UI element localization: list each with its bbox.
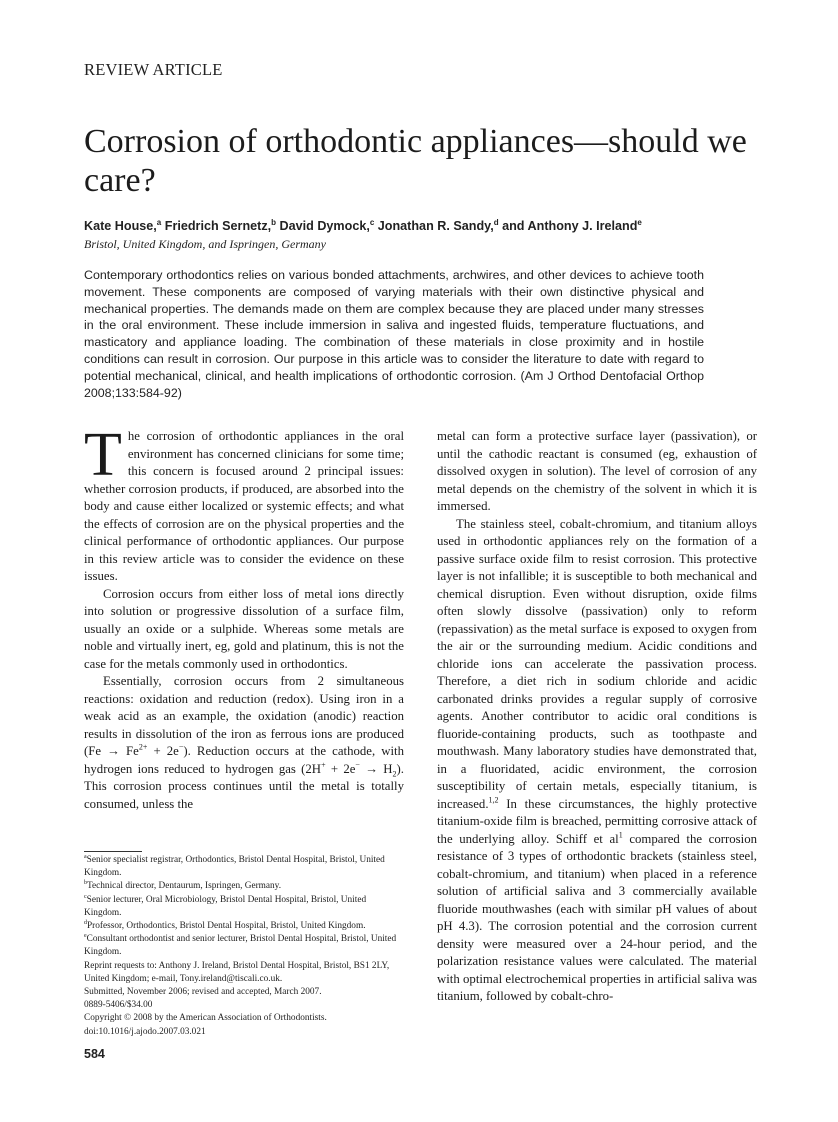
footnote [84, 894, 404, 920]
body-column-left [84, 421, 404, 813]
abstract: Contemporary orthodontics relies on various bonded attachments, archwires, and other devices to achieve tooth movement. These components are composed of varying materials with their own distinctive physical and mechanical properties. The demands made on them are complex because they are placed under many stresses in the oral environment. These include immersion in saliva and ingested fluids, temperature fluctuations, and masticatory and appliance loading. The combination of these materials in close proximity and in hostile conditions can result in corrosion. Our purpose in this article was to consider the literature to date with regard to potential mechanical, clinical, and health implications of orthodontic corrosion. (Am J Orthod Dentofacial Orthop 2008;133:584-92) [84, 268, 704, 400]
paragraph-text: ). Reduction occurs at the cathode, with hydrogen ions reduced to hydrogen gas (2H [84, 744, 404, 776]
author-name: and Anthony J. Ireland [502, 219, 638, 234]
footnote [84, 933, 404, 959]
footnote-marker: d [84, 919, 87, 926]
superscript: 2+ [138, 742, 148, 752]
footnote-text: Senior lecturer, Oral Microbiology, Bristol Dental Hospital, Bristol, United Kingdom. [84, 894, 367, 918]
citation-ref: 1,2 [488, 795, 499, 805]
footnote-marker: a [84, 853, 87, 860]
author-marker: c [369, 218, 375, 227]
body-paragraph: Corrosion occurs from either loss of metal ions directly into solution or progressive dissolution of a surface film, usually an oxide or a sulphide. Whereas some metals are noble and virtually inert, eg, gold and platinum, this is not the case for the metals commonly used in orthodontics. [84, 586, 404, 671]
author-name: David Dymock, [279, 219, 370, 234]
submission-dates: Submitted, November 2006; revised and accepted, March 2007. [84, 987, 322, 998]
superscript: − [355, 760, 360, 770]
paragraph-text: The stainless steel, cobalt-chromium, and titanium alloys used in orthodontic appliances rely on the formation of a passive surface oxide film to resist corrosion. This protective layer is not infallible; it is susceptible to both mechanical and chemical disruption. Even without disruption, oxide films often slowly dissolve (passivation) only to reform (repassivation) as the metal surface is exposed to oxygen from the air or the surrounding medium. Acidic conditions and chloride ions can accelerate the passivation process. Therefore, a diet rich in sodium chloride and acidic carbonated drinks provides a regular supply of corrosive agents. Another contributor to acidic oral conditions is fluoride-containing products, such as toothpaste and mouthwash. Many laboratory studies have demonstrated that, in a fluoridated, acidic environment, the corrosion susceptibility of certain metals, especially titanium, is increased. [437, 516, 757, 811]
drop-cap: T [84, 421, 122, 489]
paragraph-text: + 2e [325, 761, 356, 776]
body-paragraph [84, 673, 404, 813]
footnote [84, 880, 404, 893]
doi-line: doi:10.1016/j.ajodo.2007.03.021 [84, 1026, 206, 1037]
footnote [84, 854, 404, 880]
citation-ref: 1 [618, 830, 623, 840]
paragraph-text: he corrosion of orthodontic appliances in the oral environment has concerned clinicians for some time; this concern is focused around 2 principal issues: whether corrosion products, if produced, are absorbed into the body and cause either localized or systemic effects; and what the effects of corrosion are on the physical properties and the clinical performance of orthodontic appliances. Our purpose in this review article was to consider the evidence on these issues. [84, 429, 404, 583]
author-marker: d [493, 218, 499, 227]
footnote-rule [84, 851, 142, 852]
body-paragraph: metal can form a protective surface layer (passivation), or until the cathodic reactant is consumed (eg, exhaustion of dissolved oxygen in solution). The level of corrosion of any metal depends on the chemistry of the solvent in which it is immersed. [437, 429, 757, 513]
author-name: Friedrich Sernetz, [164, 219, 272, 234]
author-marker: e [637, 218, 642, 227]
paragraph-text: + 2e [147, 744, 179, 758]
paragraph-text: Essentially, corrosion occurs from 2 simultaneous reactions: oxidation and reduction (redox). Using iron in a weak acid as an example, the oxidation (anodic) reaction results in dissolution of the iron as ferrous ions are produced (Fe → Fe [84, 674, 404, 758]
author-name: Jonathan R. Sandy, [377, 219, 494, 234]
body-column-right [437, 428, 757, 1006]
body-paragraph [84, 421, 404, 586]
reprint-requests: Reprint requests to: Anthony J. Ireland, Bristol Dental Hospital, Bristol, BS1 2LY, United Kingdom; e-mail, Tony.ireland@tiscali.co.uk. [84, 960, 390, 984]
paragraph-text: ). This corrosion process continues until the metal is totally consumed, unless the [84, 761, 404, 811]
footnotes [84, 854, 404, 1039]
footnote-marker: e [84, 933, 87, 940]
footnote-marker: c [84, 893, 87, 900]
paragraph-text: In these circumstances, the highly protective titanium-oxide film is breached, permitting corrosive attack of the underlying alloy. Schiff et al [437, 796, 757, 846]
footnote-text: Technical director, Dentaurum, Ispringen, Germany. [87, 881, 282, 892]
subscript: 2 [392, 769, 397, 779]
article-title: Corrosion of orthodontic appliances—should we care? [84, 123, 747, 199]
author-list [84, 218, 784, 233]
author-marker: b [271, 218, 277, 227]
page-number: 584 [84, 1047, 105, 1061]
paragraph-text: compared the corrosion resistance of 3 types of orthodontic brackets (stainless steel, cobalt-chromium, and titanium) when placed in a reference solution of artificial saliva and 3 commercially available fluoride mouthwashes (each with similar pH values of about pH 4.3). The corrosion potential and the corrosion current density were measured over a 24-hour period, and the polarization resistance values were calculated. The material with optimal electrochemical properties in artificial saliva was titanium, followed by cobalt-chro- [437, 831, 758, 1003]
footnote-text: Consultant orthodontist and senior lecturer, Bristol Dental Hospital, Bristol, United Kingdom. [84, 934, 397, 958]
author-marker: a [156, 218, 162, 227]
author-name: Kate House, [84, 219, 157, 234]
issn-line: 0889-5406/$34.00 [84, 1000, 153, 1011]
footnote-text: Senior specialist registrar, Orthodontics, Bristol Dental Hospital, Bristol, United Kingdom. [84, 855, 385, 879]
footnote [84, 920, 404, 933]
section-label: REVIEW ARTICLE [84, 60, 223, 79]
footnote-text: Professor, Orthodontics, Bristol Dental Hospital, Bristol, United Kingdom. [87, 921, 366, 932]
affiliation-line: Bristol, United Kingdom, and Ispringen, Germany [84, 237, 326, 251]
footnote-marker: b [84, 880, 87, 887]
superscript: − [178, 742, 184, 752]
paragraph-text: → H [359, 761, 393, 776]
superscript: + [321, 760, 326, 770]
body-paragraph [437, 516, 757, 1006]
copyright-line: Copyright © 2008 by the American Association of Orthodontists. [84, 1013, 327, 1024]
